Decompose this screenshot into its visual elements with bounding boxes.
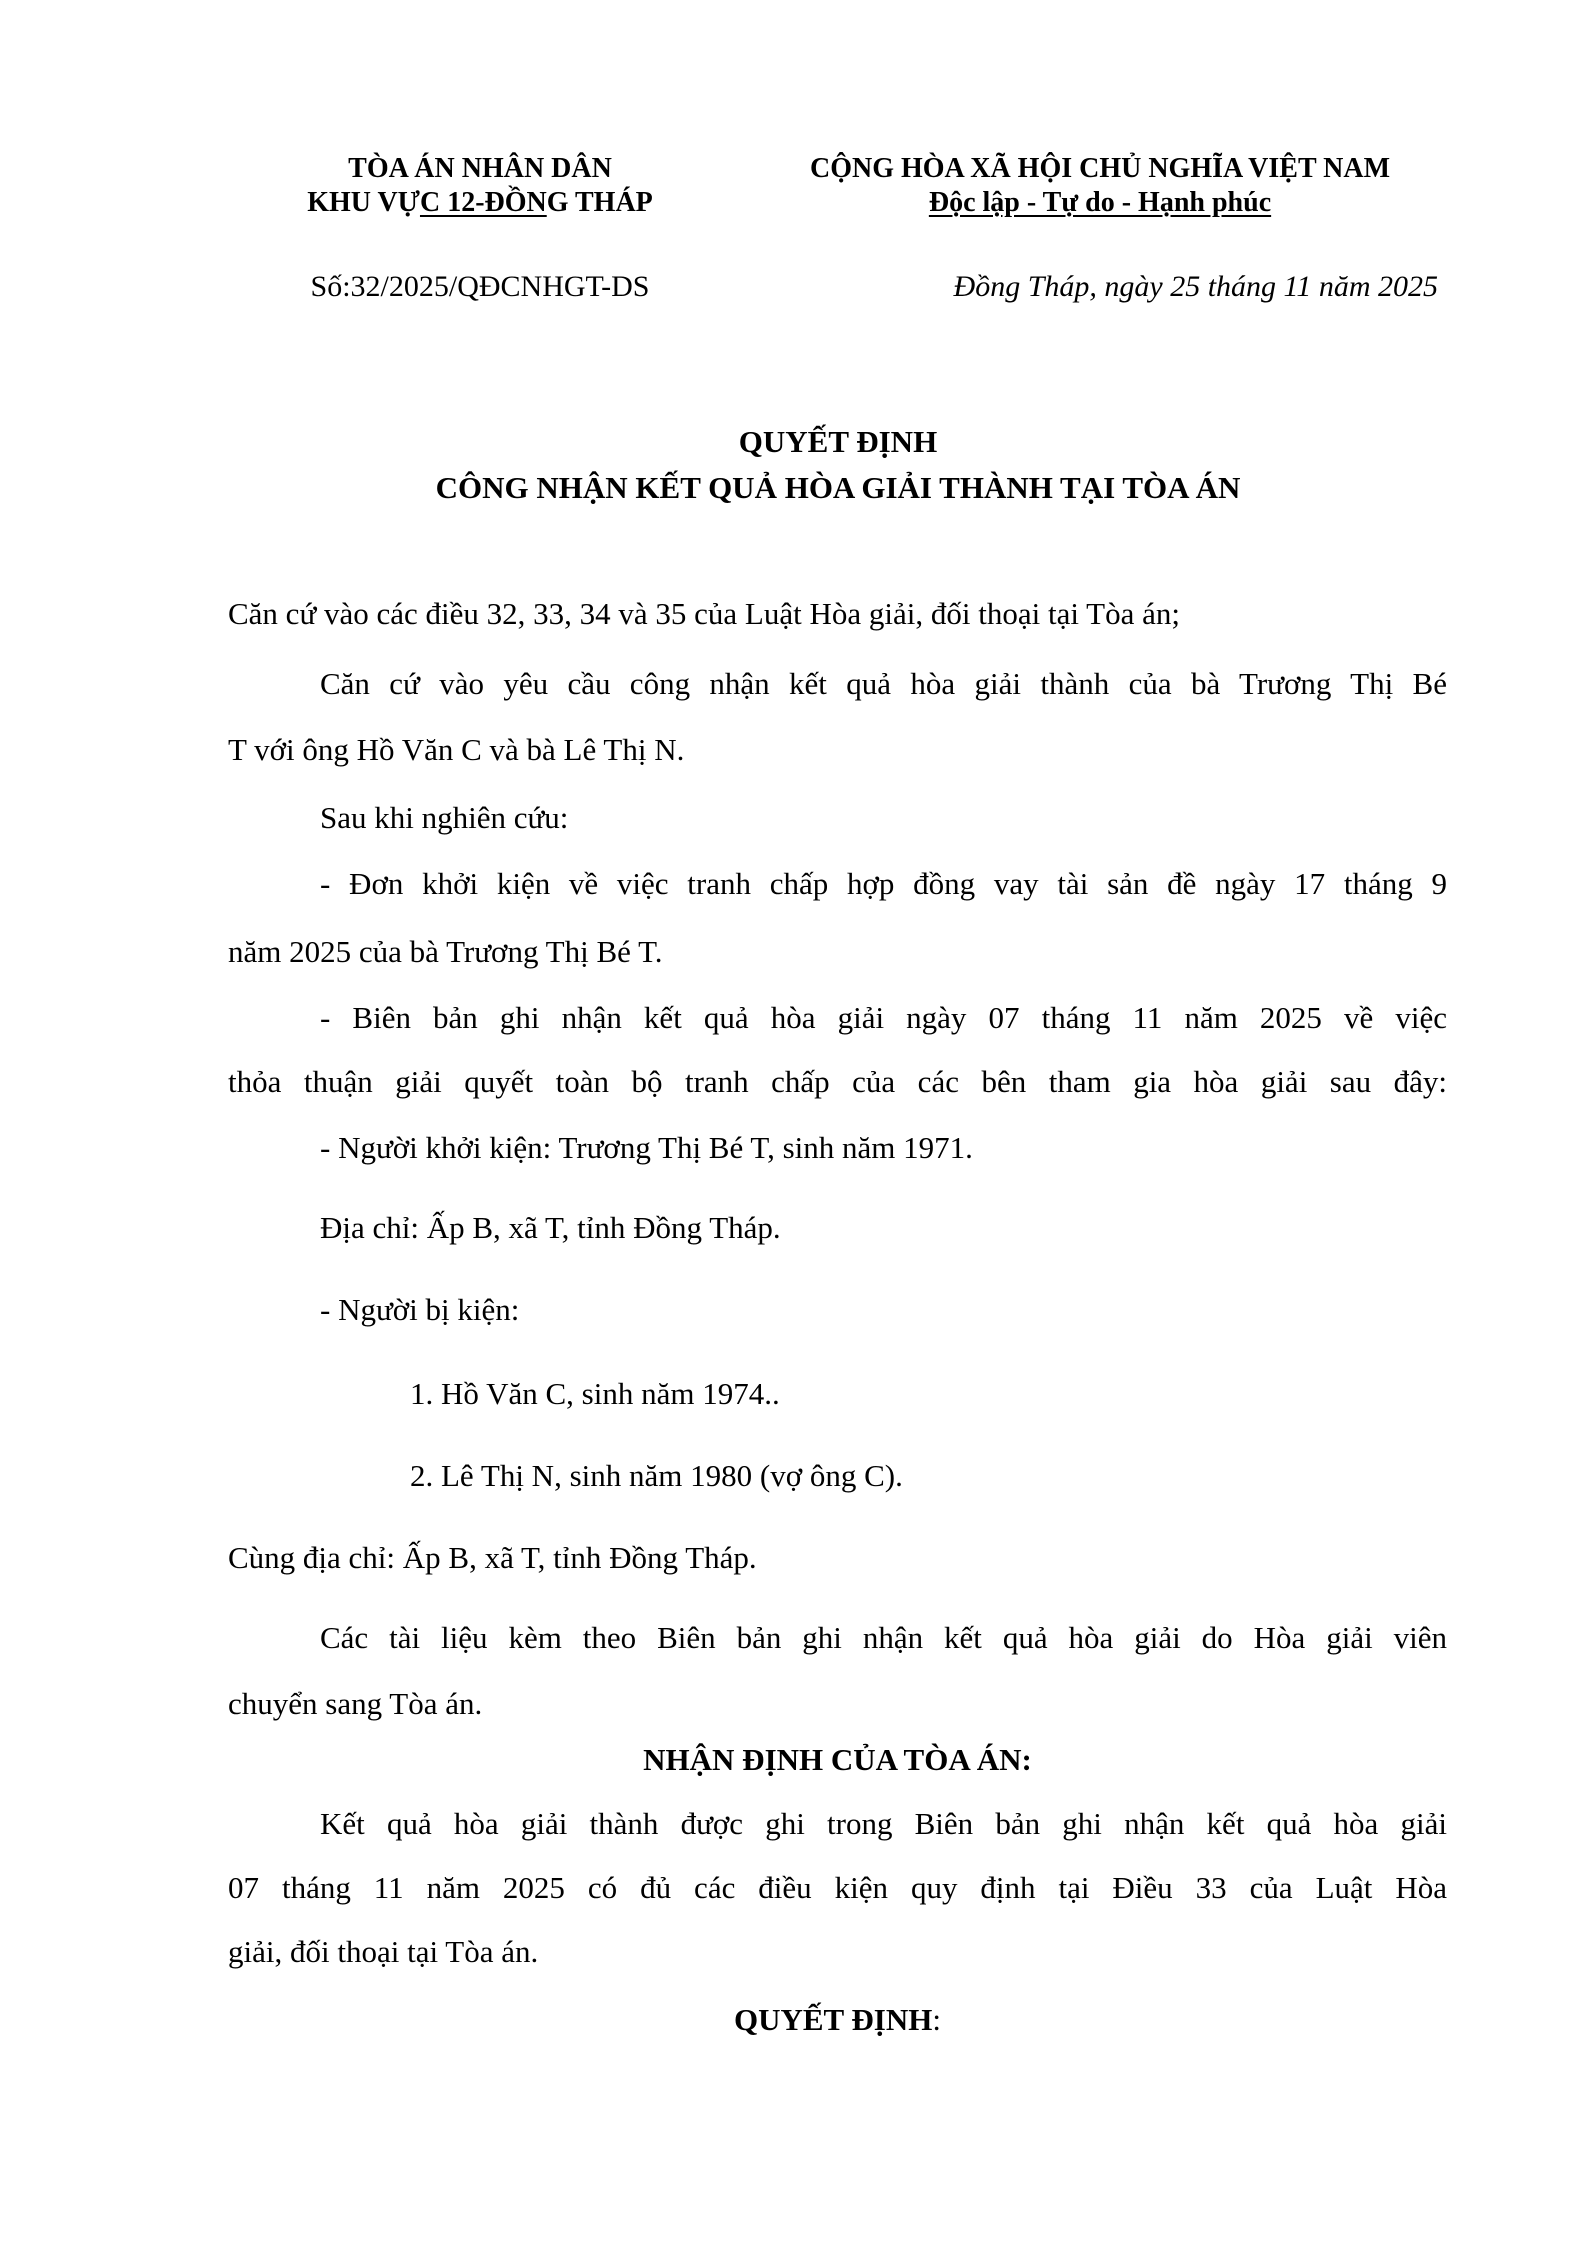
decision-heading-colon: : <box>932 2002 941 2037</box>
national-motto-text: Độc lập - Tự do - Hạnh phúc <box>928 187 1272 218</box>
assessment-line2: 07 tháng 11 năm 2025 có đủ các điều kiện quy định tại Điều 33 của Luật Hòa <box>228 1870 1447 1905</box>
document-subtitle: CÔNG NHẬN KẾT QUẢ HÒA GIẢI THÀNH TẠI TÒA ÁN <box>435 470 1241 505</box>
attachments-line2: chuyển sang Tòa án. <box>228 1686 483 1721</box>
after-review: Sau khi nghiên cứu: <box>320 800 569 835</box>
plaintiff-address: Địa chỉ: Ấp B, xã T, tỉnh Đồng Tháp. <box>320 1210 781 1245</box>
defendants-address: Cùng địa chỉ: Ấp B, xã T, tỉnh Đồng Tháp. <box>228 1540 757 1575</box>
assessment-line3: giải, đối thoại tại Tòa án. <box>228 1934 539 1969</box>
defendants-label: - Người bị kiện: <box>320 1292 520 1327</box>
document-title: QUYẾT ĐỊNH <box>738 424 938 459</box>
minutes-line2: thỏa thuận giải quyết toàn bộ tranh chấp của các bên tham gia hòa giải sau đây: <box>228 1064 1447 1099</box>
court-name-line2-pre: KHU VỰ <box>307 187 420 218</box>
legal-basis: Căn cứ vào các điều 32, 33, 34 và 35 của Luật Hòa giải, đối thoại tại Tòa án; <box>228 596 1180 631</box>
defendant-1: 1. Hồ Văn C, sinh năm 1974.. <box>410 1376 780 1411</box>
assessment-line1: Kết quả hòa giải thành được ghi trong Biên bản ghi nhận kết quả hòa giải <box>320 1806 1447 1841</box>
court-assessment-heading: NHẬN ĐỊNH CỦA TÒA ÁN: <box>643 1742 1032 1777</box>
minutes-line1: - Biên bản ghi nhận kết quả hòa giải ngày 07 tháng 11 năm 2025 về việc <box>320 1000 1447 1035</box>
defendant-2: 2. Lê Thị N, sinh năm 1980 (vợ ông C). <box>410 1458 903 1493</box>
decision-heading-text: QUYẾT ĐỊNH <box>733 2002 933 2037</box>
request-basis-line1: Căn cứ vào yêu cầu công nhận kết quả hòa giải thành của bà Trương Thị Bé <box>320 666 1447 701</box>
request-basis-line2: T với ông Hồ Văn C và bà Lê Thị N. <box>228 732 685 767</box>
court-name-line2-underlined: C 12-ĐỒN <box>419 187 547 218</box>
court-name-line2-post: G THÁP <box>546 187 653 218</box>
decision-heading <box>228 2002 1447 2038</box>
court-name-line1: TÒA ÁN NHÂN DÂN <box>348 153 612 184</box>
petition-line2: năm 2025 của bà Trương Thị Bé T. <box>228 934 663 969</box>
attachments-line1: Các tài liệu kèm theo Biên bản ghi nhận kết quả hòa giải do Hòa giải viên <box>320 1620 1447 1655</box>
national-title: CỘNG HÒA XÃ HỘI CHỦ NGHĨA VIỆT NAM <box>809 153 1391 184</box>
plaintiff: - Người khởi kiện: Trương Thị Bé T, sinh năm 1971. <box>320 1130 973 1165</box>
petition-line1: - Đơn khởi kiện về việc tranh chấp hợp đồng vay tài sản đề ngày 17 tháng 9 <box>320 866 1447 901</box>
national-motto <box>750 186 1450 220</box>
document-date: Đồng Tháp, ngày 25 tháng 11 năm 2025 <box>953 270 1438 303</box>
court-name-line2 <box>260 186 700 220</box>
document-number: Số:32/2025/QĐCNHGT-DS <box>310 270 650 303</box>
